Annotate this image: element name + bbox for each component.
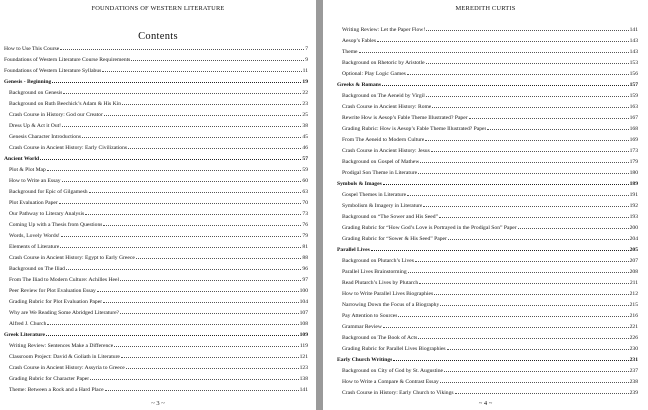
toc-section-heading (337, 179, 638, 190)
dot-leader (407, 192, 629, 196)
toc-entry-title: Crash Course in Ancient History: Egypt to Early Greece (9, 255, 135, 261)
page-number: ~ 3 ~ (151, 400, 165, 407)
toc-entry-title: Background on Ruth Beechick’s Adam & His Kin (9, 101, 122, 107)
toc-entry-title: Crash Course in Ancient History: Early Civilizations (9, 145, 128, 151)
toc-entry (4, 110, 308, 121)
dot-leader (121, 354, 299, 358)
toc-entry-title: Early Church Writings (337, 357, 393, 363)
toc-entry-title: Ancient World (4, 156, 40, 162)
toc-entry-page: 73 (302, 211, 308, 217)
toc-entry (337, 300, 638, 311)
dot-leader (122, 101, 301, 105)
toc-entry-page: 11 (302, 68, 308, 74)
toc-entry-title: Crash Course in History: God our Creator (9, 112, 103, 118)
dot-leader (423, 203, 628, 207)
dot-leader (63, 90, 301, 94)
dot-leader (431, 148, 629, 152)
toc-entry (337, 311, 638, 322)
toc-entry-title: Our Pathway to Literary Analysis (9, 211, 85, 217)
toc-entry-title: Greek Literature (4, 332, 45, 338)
toc-entry-page: 169 (629, 137, 638, 143)
toc-entry-title: Elements of Literature (9, 244, 60, 250)
dot-leader (104, 112, 302, 116)
toc-entry-page: 173 (629, 148, 638, 154)
toc-entry-page: 153 (629, 60, 638, 66)
toc-entry-page: 60 (302, 178, 308, 184)
dot-leader (487, 126, 628, 130)
dot-leader (419, 280, 629, 284)
toc-entry-page: 179 (629, 159, 638, 165)
toc-entry-page: 180 (629, 170, 638, 176)
dot-leader (398, 313, 628, 317)
toc-list (337, 25, 638, 399)
dot-leader (439, 214, 629, 218)
toc-entry-page: 7 (305, 46, 308, 52)
toc-entry-title: Parallel Lives Brainstorming (342, 269, 407, 275)
toc-entry-title: Background on The Aeneid by Virgil (342, 93, 425, 99)
toc-entry-page: 22 (302, 90, 308, 96)
toc-entry (4, 319, 308, 330)
toc-entry-page: 211 (629, 280, 638, 286)
toc-section-heading (337, 245, 638, 256)
toc-entry-page: 207 (629, 258, 638, 264)
toc-entry-page: 230 (629, 346, 638, 352)
toc-entry-title: Plot Evaluation Paper (9, 200, 58, 206)
toc-entry-page: 9 (305, 57, 308, 63)
toc-entry-title: Foundations of Western Literature Syllabus (4, 68, 102, 74)
toc-entry (337, 113, 638, 124)
dot-leader (90, 376, 298, 380)
running-head: MEREDITH CURTIS (455, 5, 516, 12)
toc-entry-page: 216 (629, 313, 638, 319)
toc-entry-title: From The Aeneid to Modern Culture (342, 137, 425, 143)
toc-entry-page: 231 (629, 357, 638, 363)
toc-section-heading (337, 80, 638, 91)
toc-entry-page: 109 (299, 332, 308, 338)
toc-entry-title: Coming Up with a Thesis from Questions (9, 222, 103, 228)
toc-entry (4, 176, 308, 187)
dot-leader (136, 255, 302, 259)
toc-entry (337, 102, 638, 113)
toc-entry-page: 167 (629, 115, 638, 121)
toc-entry (4, 253, 308, 264)
toc-entry (337, 69, 638, 80)
dot-leader (103, 299, 299, 303)
toc-entry-page: 38 (302, 123, 308, 129)
toc-entry-title: Alfred J. Church (9, 321, 47, 327)
toc-entry-page: 100 (299, 288, 308, 294)
toc-entry-title: Classroom Project: David & Goliath in Literature (9, 354, 120, 360)
toc-entry-page: 121 (299, 354, 308, 360)
toc-entry (337, 124, 638, 135)
toc-entry-page: 25 (302, 112, 308, 118)
dot-leader (120, 310, 299, 314)
toc-entry-page: 221 (629, 324, 638, 330)
toc-entry (4, 286, 308, 297)
dot-leader (426, 93, 629, 97)
toc-entry-title: Grading Rubric: How is Aesop’s Fable Theme Illustrated? Paper (342, 126, 487, 132)
toc-entry-page: 143 (629, 38, 638, 44)
dot-leader (114, 343, 299, 347)
toc-entry (337, 201, 638, 212)
toc-entry (4, 55, 308, 66)
toc-entry-page: 108 (299, 321, 308, 327)
toc-entry-title: Grading Rubric for Character Paper (9, 376, 90, 382)
toc-entry-title: Crash Course in History: Early Church to Vikings (342, 390, 454, 396)
toc-entry-title: Why are We Reading Some Abridged Literature? (9, 310, 120, 316)
toc-entry (337, 267, 638, 278)
toc-entry-title: Background on “The Sower and His Seed” (342, 214, 439, 220)
toc-entry-page: 204 (629, 236, 638, 242)
dot-leader (47, 321, 298, 325)
toc-entry (337, 377, 638, 388)
toc-entry-page: 97 (302, 277, 308, 283)
dot-leader (120, 277, 301, 281)
dot-leader (426, 60, 629, 64)
toc-entry-title: Theme: Between a Rock and a Hard Place (9, 387, 104, 393)
contents-title: Contents (138, 31, 178, 42)
dot-leader (66, 266, 301, 270)
toc-entry-title: Pay Attention to Sources (342, 313, 398, 319)
toc-entry-page: 205 (629, 247, 638, 253)
toc-entry (337, 223, 638, 234)
toc-entry (337, 135, 638, 146)
toc-entry-title: Gospel Themes in Literature (342, 192, 407, 198)
toc-entry-page: 237 (629, 368, 638, 374)
toc-entry-title: How to Write an Essay (9, 178, 61, 184)
toc-entry (4, 264, 308, 275)
dot-leader (60, 46, 304, 50)
toc-entry-title: Plot & Plot Map (9, 167, 46, 173)
dot-leader (408, 269, 629, 273)
toc-entry-title: Crash Course in Ancient History: Assyria to Greece (9, 365, 125, 371)
toc-entry-page: 168 (629, 126, 638, 132)
toc-entry-title: Grading Rubric for Plot Evaluation Paper (9, 299, 103, 305)
page-number: ~ 4 ~ (478, 400, 493, 407)
dot-leader (440, 379, 629, 383)
toc-entry-title: Theme (342, 49, 358, 55)
toc-entry-page: 59 (302, 167, 308, 173)
toc-entry-title: Background on Rhetoric by Aristotle (342, 60, 425, 66)
dot-leader (61, 233, 302, 237)
toc-entry-page: 191 (629, 192, 638, 198)
dot-leader (82, 134, 301, 138)
toc-entry-title: Background on Genesis (9, 90, 63, 96)
dot-leader (518, 225, 629, 229)
dot-leader (469, 115, 629, 119)
dot-leader (426, 27, 628, 31)
dot-leader (418, 170, 629, 174)
toc-entry-title: Peer Review for Plot Evaluation Essay (9, 288, 96, 294)
dot-leader (448, 236, 629, 240)
toc-entry-page: 76 (302, 222, 308, 228)
toc-entry-page: 200 (629, 225, 638, 231)
toc-entry-page: 79 (302, 233, 308, 239)
dot-leader (126, 365, 299, 369)
dot-leader (97, 288, 299, 292)
toc-entry-page: 138 (299, 376, 308, 382)
dot-leader (418, 335, 628, 339)
toc-entry-title: Dress Up & Act it Out! (9, 123, 62, 129)
toc-entry (337, 278, 638, 289)
toc-list (4, 44, 308, 396)
toc-entry (337, 234, 638, 245)
toc-entry-title: Background on City of God by St. Augustine (342, 368, 443, 374)
toc-entry-page: 193 (629, 214, 638, 220)
toc-entry-page: 239 (629, 390, 638, 396)
toc-entry (337, 146, 638, 157)
toc-entry (337, 47, 638, 58)
toc-entry (337, 25, 638, 36)
dot-leader (434, 291, 628, 295)
dot-leader (383, 324, 629, 328)
dot-leader (47, 167, 302, 171)
dot-leader (382, 82, 629, 86)
toc-entry-title: Writing Review: Sentences Make a Difference (9, 343, 114, 349)
toc-entry (337, 36, 638, 47)
dot-leader (415, 258, 629, 262)
toc-entry-title: Aesop’s Fables (342, 38, 377, 44)
toc-entry (4, 308, 308, 319)
toc-entry-title: Grading Rubric for “How God’s Love is Portrayed in the Prodigal Son” Paper (342, 225, 517, 231)
toc-entry-page: 70 (302, 200, 308, 206)
toc-entry-page: 123 (299, 365, 308, 371)
toc-entry (4, 187, 308, 198)
dot-leader (128, 145, 301, 149)
dot-leader (371, 247, 629, 251)
toc-entry (4, 132, 308, 143)
dot-leader (59, 200, 302, 204)
toc-entry-title: From The Iliad to Modern Culture: Achilles Heel (9, 277, 120, 283)
toc-entry-title: Background on Plutarch’s Lives (342, 258, 414, 264)
toc-entry (4, 165, 308, 176)
dot-leader (377, 38, 629, 42)
toc-entry-page: 157 (629, 82, 638, 88)
dot-leader (359, 49, 629, 53)
toc-entry-page: 143 (629, 49, 638, 55)
toc-entry-page: 226 (629, 335, 638, 341)
dot-leader (425, 137, 628, 141)
toc-entry-title: Symbolism & Imagery in Literature (342, 203, 423, 209)
dot-leader (455, 390, 629, 394)
toc-entry (4, 275, 308, 286)
toc-entry-title: How to Use This Course (4, 46, 60, 52)
toc-section-heading (337, 355, 638, 366)
toc-entry-title: Background on The Iliad (9, 266, 65, 272)
toc-entry-title: Parallel Lives (337, 247, 370, 253)
toc-entry (4, 66, 308, 77)
dot-leader (393, 357, 628, 361)
toc-entry-title: Foundations of Western Literature Course Requirements (4, 57, 131, 63)
toc-entry-title: Writing Review: Let the Paper Flow! (342, 27, 426, 33)
toc-entry (337, 58, 638, 69)
toc-entry-page: 107 (299, 310, 308, 316)
toc-entry-page: 119 (299, 343, 308, 349)
toc-entry-page: 45 (302, 134, 308, 140)
toc-entry (4, 143, 308, 154)
toc-entry (4, 121, 308, 132)
toc-entry-title: Genesis - Beginning (4, 79, 52, 85)
toc-section-heading (4, 154, 308, 165)
toc-entry-title: Rewrite How is Aesop’s Fable Theme Illustrated? Paper (342, 115, 468, 121)
toc-entry-page: 192 (629, 203, 638, 209)
dot-leader (407, 71, 629, 75)
toc-entry (4, 99, 308, 110)
toc-entry-page: 189 (629, 181, 638, 187)
dot-leader (62, 178, 302, 182)
toc-entry-page: 19 (302, 79, 308, 85)
dot-leader (383, 181, 629, 185)
toc-entry (4, 88, 308, 99)
toc-section-heading (4, 330, 308, 341)
toc-entry (337, 333, 638, 344)
dot-leader (85, 211, 301, 215)
toc-entry (4, 242, 308, 253)
left-page (0, 0, 316, 410)
toc-entry-title: Background on Gospel of Mathew (342, 159, 420, 165)
toc-entry-page: 156 (629, 71, 638, 77)
toc-entry (337, 388, 638, 399)
toc-entry-page: 141 (629, 27, 638, 33)
toc-section-heading (4, 77, 308, 88)
toc-entry-page: 238 (629, 379, 638, 385)
dot-leader (40, 156, 301, 160)
toc-entry-title: Grammar Review (342, 324, 382, 330)
toc-entry-page: 46 (302, 145, 308, 151)
dot-leader (60, 244, 301, 248)
running-head: FOUNDATIONS OF WESTERN LITERATURE (91, 5, 225, 12)
toc-entry (4, 231, 308, 242)
dot-leader (131, 57, 304, 61)
toc-entry (337, 366, 638, 377)
dot-leader (444, 368, 629, 372)
toc-entry (4, 363, 308, 374)
dot-leader (89, 189, 302, 193)
dot-leader (420, 159, 628, 163)
toc-entry-title: Grading Rubric for “Sower & His Seed” Paper (342, 236, 447, 242)
toc-entry (4, 352, 308, 363)
toc-entry (337, 157, 638, 168)
toc-entry-page: 163 (629, 104, 638, 110)
dot-leader (46, 332, 299, 336)
toc-entry-title: Genesis Character Introductions (9, 134, 82, 140)
toc-entry-page: 215 (629, 302, 638, 308)
toc-entry-page: 23 (302, 101, 308, 107)
toc-entry (337, 322, 638, 333)
toc-entry-page: 96 (302, 266, 308, 272)
dot-leader (447, 346, 629, 350)
toc-entry-page: 208 (629, 269, 638, 275)
dot-leader (440, 302, 628, 306)
toc-entry-title: Optional: Play Logic Games (342, 71, 406, 77)
toc-entry (4, 220, 308, 231)
toc-entry-title: How to Write a Compare & Contrast Essay (342, 379, 439, 385)
toc-entry (337, 344, 638, 355)
toc-entry (337, 289, 638, 300)
toc-entry (337, 212, 638, 223)
dot-leader (102, 68, 301, 72)
toc-entry-title: Crash Course in Ancient History: Rome (342, 104, 432, 110)
dot-leader (52, 79, 301, 83)
toc-entry (4, 209, 308, 220)
toc-entry-title: Grading Rubric for Parallel Lives Biographies (342, 346, 446, 352)
toc-entry-title: Background for Epic of Gilgamesh (9, 189, 88, 195)
toc-entry-title: Symbols & Images (337, 181, 382, 187)
right-page (323, 0, 648, 410)
toc-entry-page: 159 (629, 93, 638, 99)
toc-entry (337, 256, 638, 267)
toc-entry-title: Background on The Book of Acts (342, 335, 418, 341)
toc-entry-title: Read Plutarch’s Lives by Plutarch (342, 280, 419, 286)
toc-entry (4, 385, 308, 396)
dot-leader (103, 222, 301, 226)
dot-leader (105, 387, 299, 391)
toc-entry-title: How to Write Parallel Lives Biographies (342, 291, 434, 297)
toc-entry-page: 57 (302, 156, 308, 162)
dot-leader (62, 123, 301, 127)
toc-entry-page: 88 (302, 255, 308, 261)
toc-entry (4, 44, 308, 55)
toc-entry-page: 141 (299, 387, 308, 393)
toc-entry (337, 91, 638, 102)
toc-entry-title: Crash Course in Ancient History: Jesus (342, 148, 430, 154)
toc-entry-page: 81 (302, 244, 308, 250)
toc-entry-title: Greeks & Romans (337, 82, 382, 88)
toc-entry (4, 341, 308, 352)
toc-entry-title: Prodigal Son Theme in Literature (342, 170, 418, 176)
toc-entry (4, 198, 308, 209)
toc-entry-title: Narrowing Down the Focus of a Biography (342, 302, 440, 308)
toc-entry (4, 297, 308, 308)
toc-entry-page: 63 (302, 189, 308, 195)
dot-leader (432, 104, 628, 108)
toc-entry (4, 374, 308, 385)
toc-entry-page: 212 (629, 291, 638, 297)
toc-entry (337, 190, 638, 201)
toc-entry-title: Words, Lovely Words! (9, 233, 60, 239)
toc-entry (337, 168, 638, 179)
toc-entry-page: 104 (299, 299, 308, 305)
